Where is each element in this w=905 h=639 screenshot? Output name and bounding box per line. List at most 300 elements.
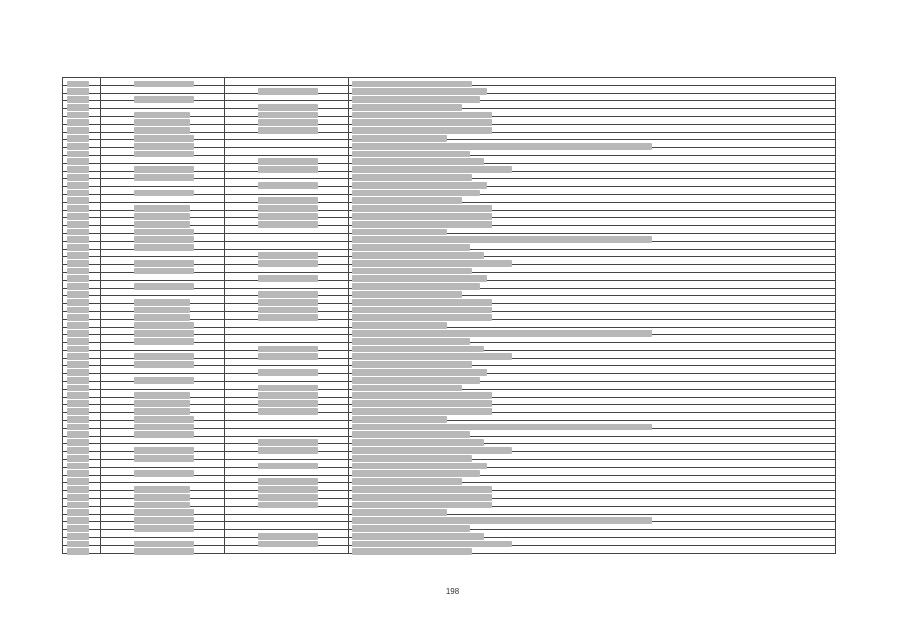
table-cell <box>349 242 835 249</box>
table-cell <box>63 335 101 342</box>
table-cell <box>101 530 225 537</box>
table-cell <box>101 304 225 311</box>
table-cell <box>225 226 349 233</box>
table-cell <box>101 172 225 179</box>
table-cell <box>349 172 835 179</box>
table-cell <box>225 304 349 311</box>
table-cell <box>349 179 835 186</box>
table-cell <box>349 195 835 202</box>
table-cell <box>101 351 225 358</box>
table-cell <box>225 413 349 420</box>
table-row <box>63 460 835 468</box>
table-cell <box>349 78 835 85</box>
table-cell <box>349 218 835 225</box>
table-cell <box>225 281 349 288</box>
table-row <box>63 242 835 250</box>
table-cell <box>225 94 349 101</box>
table-cell <box>225 530 349 537</box>
table-row <box>63 125 835 133</box>
table-cell <box>101 257 225 264</box>
table-cell <box>101 538 225 545</box>
table-cell <box>101 187 225 194</box>
table-cell <box>63 172 101 179</box>
table-cell <box>63 452 101 459</box>
table-row <box>63 117 835 125</box>
table-cell <box>349 483 835 490</box>
table-cell <box>63 250 101 257</box>
table-row <box>63 109 835 117</box>
table-cell <box>225 452 349 459</box>
table-cell <box>225 296 349 303</box>
text-placeholder <box>352 548 472 555</box>
table-cell <box>349 522 835 529</box>
table-cell <box>101 203 225 210</box>
table-row <box>63 78 835 86</box>
table-cell <box>63 382 101 389</box>
table-row <box>63 312 835 320</box>
table-cell <box>63 460 101 467</box>
table-cell <box>349 444 835 451</box>
table-cell <box>101 78 225 85</box>
table-cell <box>101 101 225 108</box>
table-row <box>63 444 835 452</box>
table-cell <box>225 250 349 257</box>
table-cell <box>63 390 101 397</box>
table-cell <box>349 398 835 405</box>
table-cell <box>63 304 101 311</box>
table-cell <box>63 515 101 522</box>
table-cell <box>225 289 349 296</box>
table-cell <box>101 156 225 163</box>
table-cell <box>101 328 225 335</box>
table-cell <box>349 413 835 420</box>
table-cell <box>225 187 349 194</box>
table-row <box>63 452 835 460</box>
table-cell <box>349 335 835 342</box>
table-cell <box>349 265 835 272</box>
table-cell <box>349 86 835 93</box>
table-row <box>63 390 835 398</box>
table-cell <box>63 257 101 264</box>
table-cell <box>63 133 101 140</box>
table-cell <box>225 117 349 124</box>
table-row <box>63 421 835 429</box>
table-row <box>63 437 835 445</box>
table-row <box>63 468 835 476</box>
table-cell <box>63 507 101 514</box>
table-row <box>63 507 835 515</box>
table-cell <box>63 187 101 194</box>
table-cell <box>349 312 835 319</box>
table-cell <box>101 218 225 225</box>
table-cell <box>63 117 101 124</box>
table-row <box>63 374 835 382</box>
table-cell <box>225 351 349 358</box>
table-cell <box>225 343 349 350</box>
table-cell <box>225 444 349 451</box>
table-cell <box>101 491 225 498</box>
table-cell <box>63 320 101 327</box>
table-cell <box>349 226 835 233</box>
table-cell <box>63 109 101 116</box>
table-row <box>63 273 835 281</box>
table-row <box>63 140 835 148</box>
table-cell <box>63 437 101 444</box>
table-row <box>63 320 835 328</box>
table-row <box>63 281 835 289</box>
table-cell <box>101 335 225 342</box>
table-cell <box>101 499 225 506</box>
table-cell <box>349 140 835 147</box>
table-cell <box>225 429 349 436</box>
table-cell <box>63 296 101 303</box>
table-cell <box>349 156 835 163</box>
table-cell <box>63 265 101 272</box>
table-cell <box>101 312 225 319</box>
table-cell <box>101 507 225 514</box>
table-cell <box>101 109 225 116</box>
table-row <box>63 351 835 359</box>
table-cell <box>63 195 101 202</box>
table-cell <box>63 226 101 233</box>
table-cell <box>349 148 835 155</box>
table-row <box>63 257 835 265</box>
table-cell <box>63 491 101 498</box>
table-cell <box>63 211 101 218</box>
table-cell <box>101 476 225 483</box>
table-cell <box>63 101 101 108</box>
table-cell <box>63 444 101 451</box>
table-cell <box>225 101 349 108</box>
table-row <box>63 265 835 273</box>
table-cell <box>101 421 225 428</box>
table-cell <box>225 179 349 186</box>
table-cell <box>101 86 225 93</box>
table-cell <box>63 476 101 483</box>
table-cell <box>63 125 101 132</box>
table-cell <box>225 335 349 342</box>
table-cell <box>225 86 349 93</box>
table-cell <box>225 476 349 483</box>
table-cell <box>225 366 349 373</box>
record-table <box>62 77 836 554</box>
table-cell <box>225 437 349 444</box>
table-cell <box>225 320 349 327</box>
table-cell <box>63 281 101 288</box>
table-row <box>63 359 835 367</box>
table-cell <box>349 437 835 444</box>
table-cell <box>101 343 225 350</box>
table-row <box>63 328 835 336</box>
table-cell <box>101 437 225 444</box>
table-cell <box>225 328 349 335</box>
table-cell <box>349 530 835 537</box>
table-cell <box>101 320 225 327</box>
table-cell <box>101 468 225 475</box>
table-cell <box>63 148 101 155</box>
table-row <box>63 94 835 102</box>
table-cell <box>349 203 835 210</box>
table-cell <box>225 211 349 218</box>
table-cell <box>349 515 835 522</box>
table-cell <box>225 522 349 529</box>
table-cell <box>349 296 835 303</box>
table-cell <box>349 476 835 483</box>
table-row <box>63 538 835 546</box>
table-cell <box>101 281 225 288</box>
table-cell <box>349 289 835 296</box>
table-cell <box>101 117 225 124</box>
table-cell <box>349 343 835 350</box>
table-cell <box>63 234 101 241</box>
table-cell <box>63 530 101 537</box>
table-cell <box>63 289 101 296</box>
table-cell <box>101 265 225 272</box>
table-cell <box>349 390 835 397</box>
table-cell <box>63 156 101 163</box>
table-row <box>63 172 835 180</box>
table-row <box>63 343 835 351</box>
table-cell <box>63 328 101 335</box>
table-cell <box>225 140 349 147</box>
table-cell <box>225 507 349 514</box>
table-cell <box>63 164 101 171</box>
table-cell <box>225 218 349 225</box>
table-cell <box>101 195 225 202</box>
table-cell <box>101 140 225 147</box>
table-row <box>63 476 835 484</box>
table-cell <box>101 405 225 412</box>
table-cell <box>63 538 101 545</box>
table-cell <box>225 405 349 412</box>
table-row <box>63 429 835 437</box>
table-row <box>63 522 835 530</box>
table-cell <box>101 211 225 218</box>
table-cell <box>63 94 101 101</box>
table-cell <box>225 421 349 428</box>
table-cell <box>101 133 225 140</box>
table-cell <box>349 109 835 116</box>
table-cell <box>349 234 835 241</box>
table-cell <box>349 187 835 194</box>
table-cell <box>225 195 349 202</box>
table-row <box>63 289 835 297</box>
table-row <box>63 413 835 421</box>
table-cell <box>225 78 349 85</box>
table-cell <box>349 546 835 553</box>
table-row <box>63 86 835 94</box>
table-row <box>63 304 835 312</box>
table-cell <box>101 359 225 366</box>
table-cell <box>349 250 835 257</box>
table-cell <box>225 257 349 264</box>
table-cell <box>349 101 835 108</box>
table-cell <box>63 405 101 412</box>
table-cell <box>225 483 349 490</box>
table-row <box>63 164 835 172</box>
table-row <box>63 179 835 187</box>
table-cell <box>225 125 349 132</box>
table-cell <box>101 296 225 303</box>
table-cell <box>63 273 101 280</box>
table-cell <box>349 429 835 436</box>
table-cell <box>63 468 101 475</box>
table-row <box>63 515 835 523</box>
table-row <box>63 250 835 258</box>
table-cell <box>101 444 225 451</box>
text-placeholder <box>134 548 194 555</box>
table-cell <box>101 382 225 389</box>
page-number: 198 <box>445 587 460 596</box>
table-cell <box>63 312 101 319</box>
table-row <box>63 203 835 211</box>
table-row <box>63 546 835 554</box>
table-cell <box>349 304 835 311</box>
table-cell <box>349 460 835 467</box>
table-cell <box>101 164 225 171</box>
table-cell <box>101 452 225 459</box>
table-cell <box>349 507 835 514</box>
table-cell <box>225 156 349 163</box>
table-cell <box>225 491 349 498</box>
table-cell <box>349 211 835 218</box>
table-row <box>63 483 835 491</box>
table-cell <box>101 429 225 436</box>
table-row <box>63 335 835 343</box>
table-cell <box>225 382 349 389</box>
table-cell <box>101 148 225 155</box>
table-cell <box>101 179 225 186</box>
table-cell <box>349 538 835 545</box>
table-cell <box>225 172 349 179</box>
table-cell <box>63 421 101 428</box>
table-row <box>63 491 835 499</box>
table-cell <box>101 546 225 553</box>
table-cell <box>101 125 225 132</box>
table-cell <box>101 94 225 101</box>
table-row <box>63 195 835 203</box>
table-cell <box>225 203 349 210</box>
table-row <box>63 296 835 304</box>
table-cell <box>349 374 835 381</box>
table-cell <box>63 483 101 490</box>
table-cell <box>225 468 349 475</box>
table-row <box>63 234 835 242</box>
table-cell <box>63 413 101 420</box>
table-cell <box>63 366 101 373</box>
table-cell <box>101 398 225 405</box>
table-cell <box>101 226 225 233</box>
table-cell <box>225 515 349 522</box>
table-cell <box>225 499 349 506</box>
table-cell <box>349 405 835 412</box>
table-cell <box>349 382 835 389</box>
table-cell <box>63 546 101 553</box>
table-cell <box>101 250 225 257</box>
table-cell <box>225 312 349 319</box>
table-cell <box>63 343 101 350</box>
table-cell <box>225 164 349 171</box>
table-cell <box>63 374 101 381</box>
table-cell <box>225 390 349 397</box>
table-cell <box>63 140 101 147</box>
table-cell <box>101 460 225 467</box>
table-row <box>63 148 835 156</box>
table-cell <box>63 359 101 366</box>
table-cell <box>63 522 101 529</box>
table-cell <box>349 320 835 327</box>
table-cell <box>225 546 349 553</box>
table-cell <box>349 468 835 475</box>
table-cell <box>63 86 101 93</box>
table-row <box>63 530 835 538</box>
table-cell <box>101 242 225 249</box>
table-cell <box>101 483 225 490</box>
table-cell <box>101 522 225 529</box>
table-cell <box>101 413 225 420</box>
table-cell <box>225 242 349 249</box>
table-cell <box>349 359 835 366</box>
table-row <box>63 101 835 109</box>
table-cell <box>225 374 349 381</box>
table-cell <box>349 164 835 171</box>
table-cell <box>63 429 101 436</box>
table-cell <box>225 148 349 155</box>
table-cell <box>225 234 349 241</box>
table-cell <box>101 515 225 522</box>
table-cell <box>349 328 835 335</box>
table-cell <box>63 242 101 249</box>
table-cell <box>349 133 835 140</box>
table-cell <box>225 460 349 467</box>
table-row <box>63 366 835 374</box>
table-cell <box>225 398 349 405</box>
table-row <box>63 156 835 164</box>
table-cell <box>349 94 835 101</box>
table-cell <box>349 491 835 498</box>
table-cell <box>101 366 225 373</box>
table-cell <box>63 179 101 186</box>
table-cell <box>225 265 349 272</box>
table-row <box>63 398 835 406</box>
table-cell <box>349 499 835 506</box>
table-row <box>63 211 835 219</box>
table-row <box>63 226 835 234</box>
table-cell <box>349 117 835 124</box>
table-cell <box>63 78 101 85</box>
table-cell <box>349 452 835 459</box>
table-cell <box>349 273 835 280</box>
table-cell <box>63 203 101 210</box>
table-cell <box>225 109 349 116</box>
table-row <box>63 187 835 195</box>
table-cell <box>101 234 225 241</box>
text-placeholder <box>67 548 89 555</box>
table-cell <box>101 289 225 296</box>
table-cell <box>349 366 835 373</box>
table-cell <box>63 398 101 405</box>
table-cell <box>63 499 101 506</box>
table-cell <box>225 133 349 140</box>
table-row <box>63 382 835 390</box>
table-cell <box>225 538 349 545</box>
table-cell <box>349 421 835 428</box>
table-cell <box>225 359 349 366</box>
table-cell <box>349 281 835 288</box>
table-cell <box>101 273 225 280</box>
table-row <box>63 499 835 507</box>
table-cell <box>349 351 835 358</box>
